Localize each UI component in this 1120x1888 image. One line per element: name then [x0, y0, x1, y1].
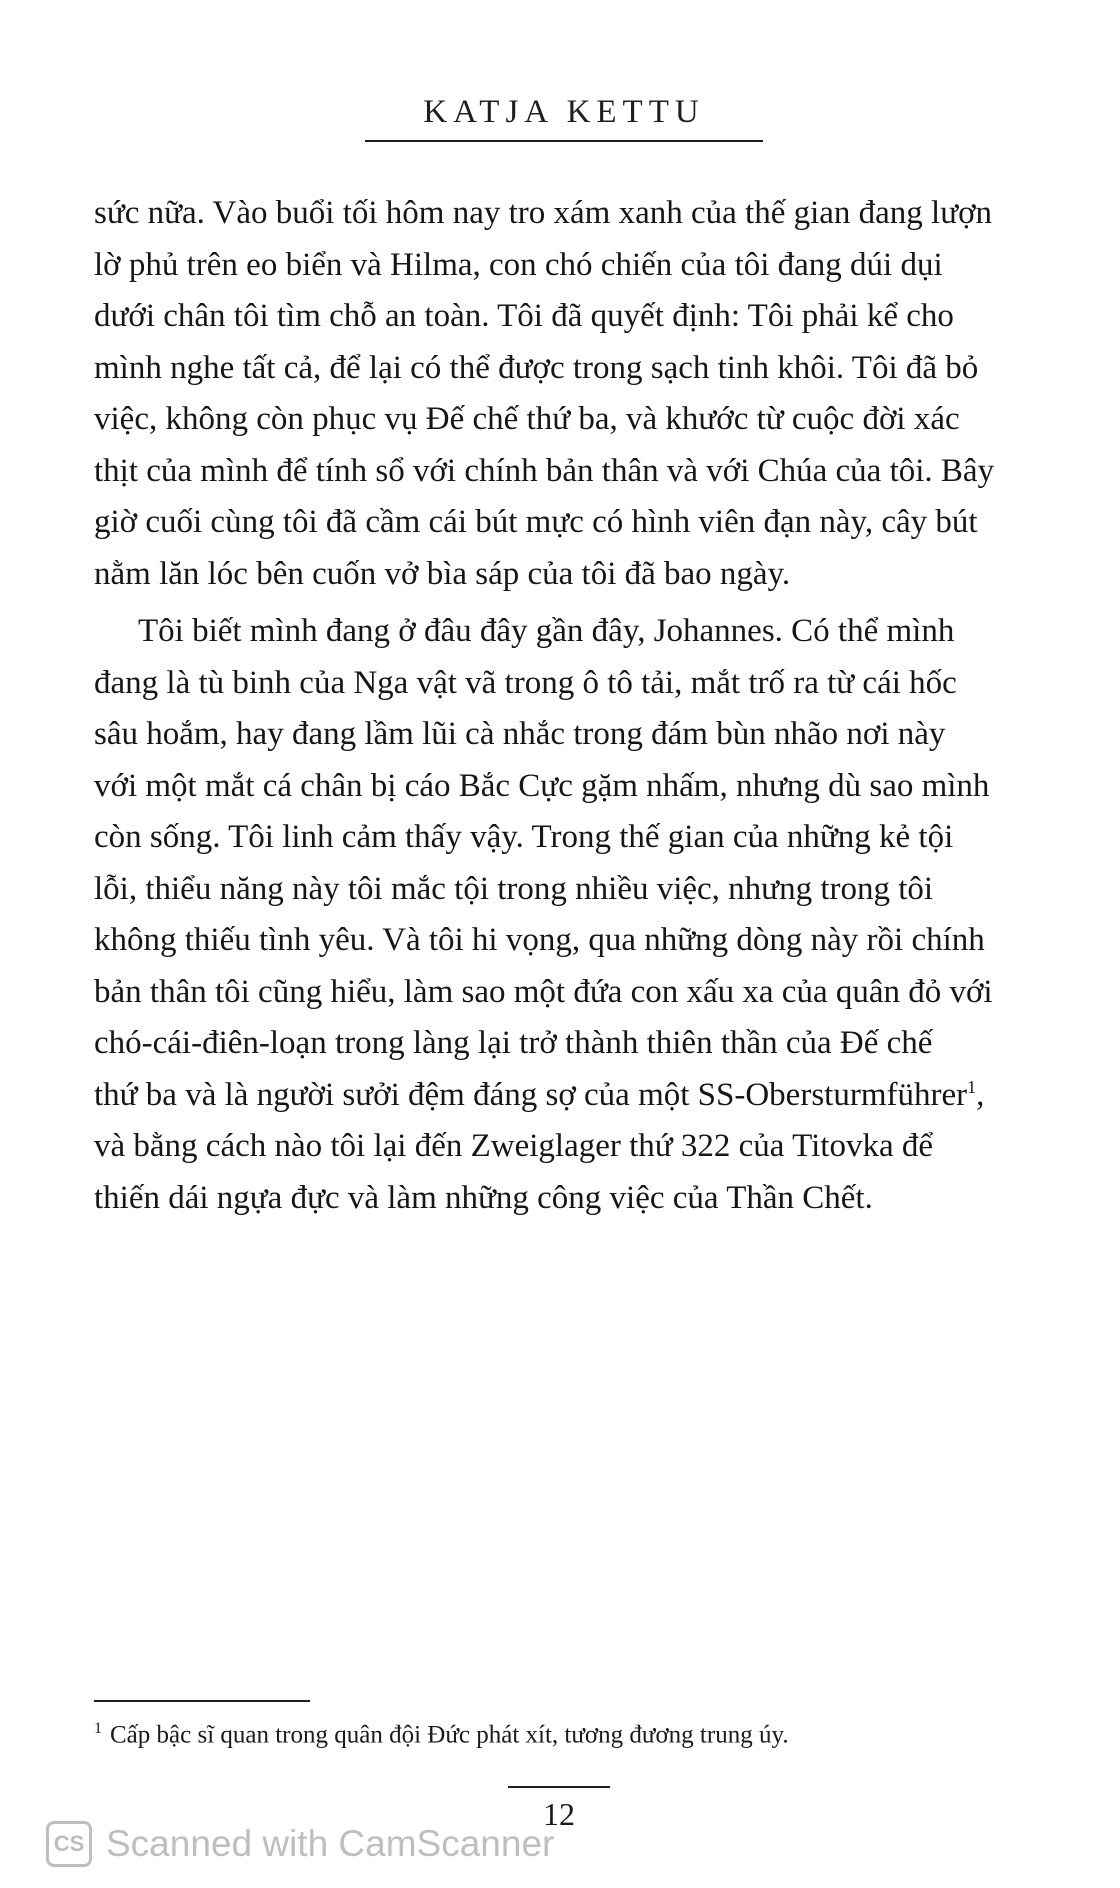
header-rule — [365, 140, 763, 142]
text-line-with-footnote — [94, 1070, 1032, 1122]
text-line: mình nghe tất cả, để lại có thể được trong sạch tinh khôi. Tôi đã bỏ — [94, 349, 979, 386]
text-line: không thiếu tình yêu. Và tôi hi vọng, qua những dòng này rồi chính — [94, 922, 985, 958]
body-text — [94, 188, 1032, 1224]
text-line-content: thứ ba và là người sưởi đệm đáng sợ của một SS-Obersturmführer — [94, 1076, 968, 1113]
text-line: lờ phủ trên eo biển và Hilma, con chó chiến của tôi đang dúi dụi — [94, 246, 943, 283]
text-line: Tôi biết mình đang ở đâu đây gần đây, Johannes. Có thể mình — [138, 613, 955, 649]
text-line: thiến dái ngựa đực và làm những công việc của Thần Chết. — [94, 1179, 873, 1216]
text-line: với một mắt cá chân bị cáo Bắc Cực gặm nhấm, nhưng dù sao mình — [94, 767, 990, 804]
footnote-text: Cấp bậc sĩ quan trong quân đội Đức phát xít, tương đương trung úy. — [110, 1721, 789, 1749]
watermark-text: Scanned with CamScanner — [106, 1823, 555, 1864]
text-line: việc, không còn phục vụ Đế chế thứ ba, và khước từ cuộc đời xác — [94, 401, 960, 437]
text-line: giờ cuối cùng tôi đã cầm cái bút mực có hình viên đạn này, cây bút — [94, 504, 978, 540]
text-line: dưới chân tôi tìm chỗ an toàn. Tôi đã quyết định: Tôi phải kể cho — [94, 298, 954, 334]
page-number-rule — [508, 1786, 610, 1788]
text-line: lỗi, thiểu năng này tôi mắc tội trong nhiều việc, nhưng trong tôi — [94, 870, 934, 907]
footnote-reference: 1 — [967, 1076, 977, 1097]
scanner-watermark — [46, 1818, 554, 1870]
camscanner-logo-icon: CS — [46, 1821, 92, 1867]
footnote-marker: 1 — [94, 1720, 102, 1737]
text-line: và bằng cách nào tôi lại đến Zweiglager thứ 322 của Titovka để — [94, 1128, 933, 1164]
text-line: bản thân tôi cũng hiểu, làm sao một đứa con xấu xa của quân đỏ với — [94, 973, 993, 1010]
text-line: sức nữa. Vào buổi tối hôm nay tro xám xanh của thế gian đang lượn — [94, 195, 993, 231]
paragraph-2 — [94, 606, 1032, 1224]
text-line: chó-cái-điên-loạn trong làng lại trở thành thiên thần của Đế chế — [94, 1025, 933, 1061]
text-line: sâu hoắm, hay đang lầm lũi cà nhắc trong đám bùn nhão nơi này — [94, 716, 946, 752]
paragraph-1 — [94, 188, 1032, 600]
text-line: thịt của mình để tính sổ với chính bản thân và với Chúa của tôi. Bây — [94, 452, 995, 489]
footnote — [94, 1712, 1032, 1752]
footnote-ref-suffix: , — [976, 1076, 985, 1113]
page-number: 12 — [543, 1796, 575, 1832]
running-header-author: KATJA KETTU — [423, 94, 705, 130]
text-line: còn sống. Tôi linh cảm thấy vậy. Trong thế gian của những kẻ tội — [94, 819, 954, 855]
text-line: đang là tù binh của Nga vật vã trong ô tô tải, mắt trố ra từ cái hốc — [94, 664, 957, 701]
text-line: nằm lăn lóc bên cuốn vở bìa sáp của tôi đã bao ngày. — [94, 555, 791, 592]
footnote-rule — [94, 1700, 310, 1702]
